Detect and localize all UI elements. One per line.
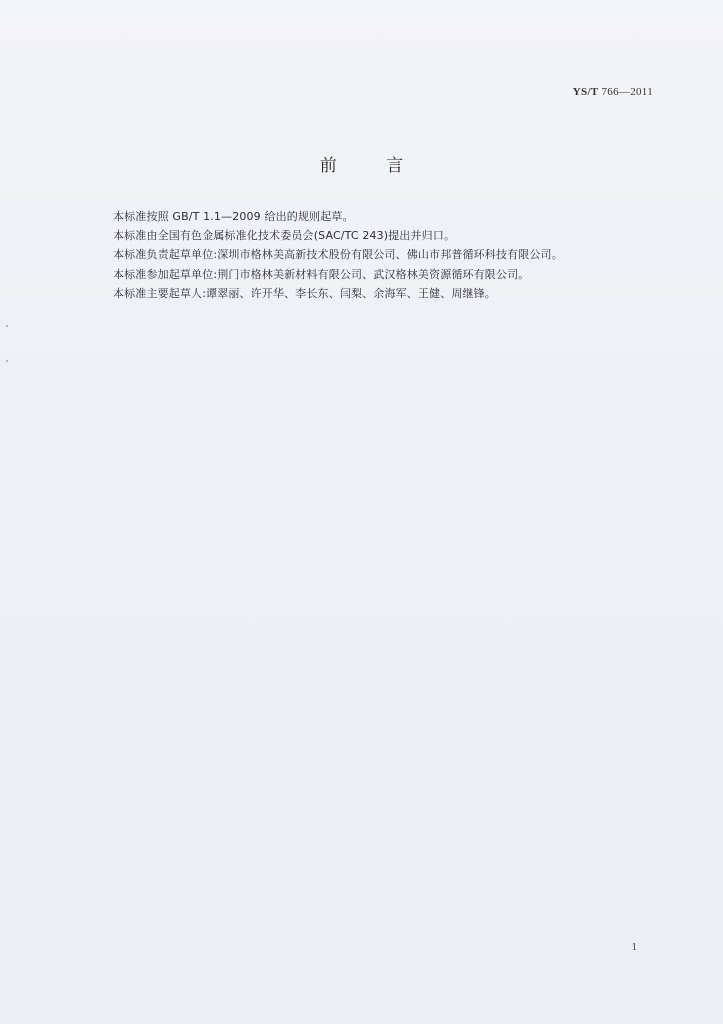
standard-code-number: 766—2011 <box>601 86 653 98</box>
paragraph-proposer: 本标准由全国有色金属标准化技术委员会(SAC/TC 243)提出并归口。 <box>113 229 456 243</box>
standard-code-prefix: YS/T <box>572 86 599 98</box>
foreword-body <box>113 207 653 303</box>
standard-code <box>573 86 653 98</box>
paragraph-main-drafters: 本标准主要起草人:谭翠丽、许开华、李长东、闫梨、余海军、王健、周继锋。 <box>113 286 496 300</box>
title-char-2: 言 <box>386 156 404 176</box>
paragraph-drafting-rules: 本标准按照 GB/T 1.1—2009 给出的规则起草。 <box>113 210 354 223</box>
page-title <box>0 151 723 176</box>
page-number: 1 <box>631 941 637 953</box>
scan-speck <box>6 360 8 362</box>
scan-speck <box>6 325 8 327</box>
paragraph-responsible-drafters: 本标准负责起草单位:深圳市格林美高新技术股份有限公司、佛山市邦普循环科技有限公司。 <box>113 248 563 262</box>
paragraph-participating-drafters: 本标准参加起草单位:荆门市格林美新材料有限公司、武汉格林美资源循环有限公司。 <box>113 267 530 281</box>
title-char-1: 前 <box>319 156 337 176</box>
